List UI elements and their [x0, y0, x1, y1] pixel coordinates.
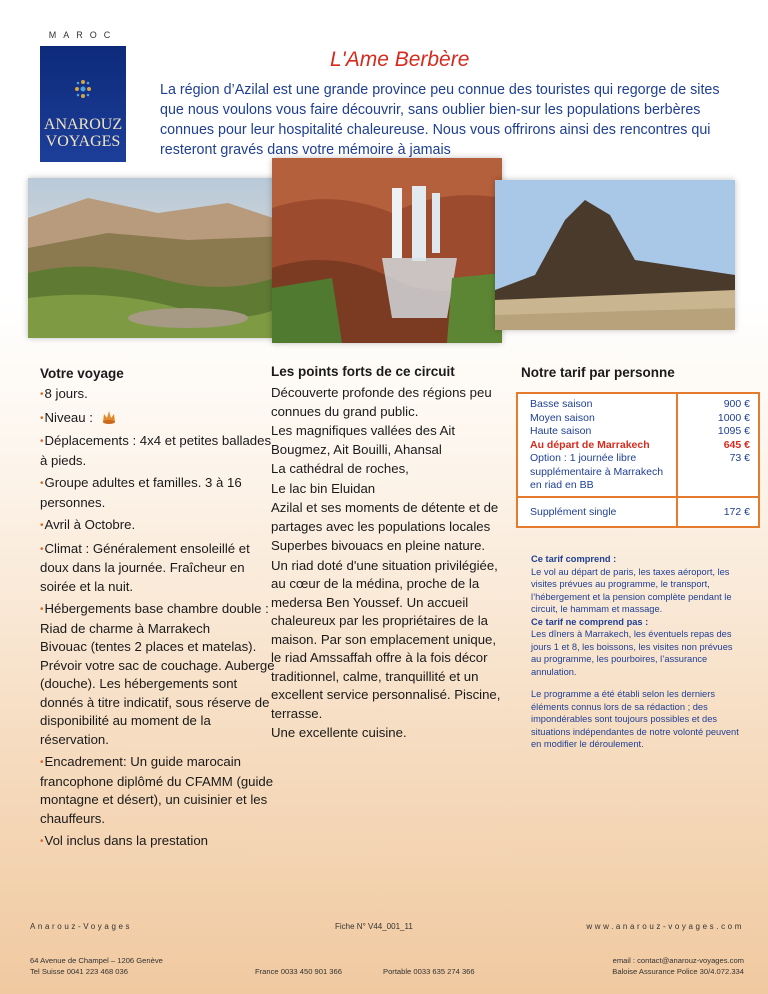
logo-ornament-icon [68, 74, 98, 104]
page-title: L'Ame Berbère [330, 48, 470, 71]
logo-brand-line2: VOYAGES [45, 133, 121, 150]
tarif-divider-vertical [676, 394, 678, 526]
highlight-item: La cathédral de roches, [271, 461, 409, 476]
footer-email[interactable]: email : contact@anarouz-voyages.com [612, 956, 744, 965]
footer-fiche: Fiche N° V44_001_11 [335, 922, 413, 931]
tarif-heading: Notre tarif par personne [521, 365, 675, 380]
tarif-divider [518, 496, 758, 498]
voyage-item: •8 jours. [40, 386, 88, 401]
highlight-item: Un riad doté d'une situation privilégiée, au cœur de la médina, proche de la medersa Ben Youssef. Un accueil chaleureux par les propriétaires de la maison. Par son emplacement unique, le riad Amssaffah offre à la fois décor traditionnel, calme, tranquillité et un excellent service personnalisé. Piscine, terrasse. [271, 557, 501, 721]
voyage-item: •Vol inclus dans la prestation [40, 833, 208, 848]
highlight-item: Azilal et ses moments de détente et de partages avec les populations locales [271, 500, 499, 534]
voyage-item: •Groupe adultes et familles. 3 à 16 personnes. [40, 475, 242, 510]
highlight-item: Le lac bin Eluidan [271, 480, 376, 496]
voyage-item: Bivouac (tentes 2 places et matelas). Prévoir votre sac de couchage. Auberge (douche). Les hébergements sont donnés à titre indicatif, sous réserve de disponibilité au moment de la réservation. [40, 639, 275, 747]
footer-website[interactable]: www.anarouz-voyages.com [586, 922, 744, 931]
voyage-item: •Déplacements : 4x4 et petites ballades à pieds. [40, 433, 272, 468]
footer-address: 64 Avenue de Champel – 1206 Genève [30, 956, 163, 965]
highlight-item: Découverte profonde des régions peu connues du grand public. [271, 385, 492, 419]
footer-company: Anarouz-Voyages [30, 922, 133, 931]
voyage-details [40, 385, 280, 856]
difficulty-level-icon [101, 410, 117, 424]
disclaimer-text: Le programme a été établi selon les derniers éléments connus lors de sa rédaction ; des impondérables sont toujours possibles et des situations indépendantes de notre volonté peuvent en modifier le déroulement. [531, 689, 739, 749]
voyage-item: •Avril à Octobre. [40, 517, 136, 532]
excludes-title: Ce tarif ne comprend pas : [531, 616, 649, 627]
tarif-table: Basse saison 900 € Moyen saison 1000 € Haute saison 1095 € Au départ de Marrakech 645 € Option : 1 journée libre supplémentaire à Marrakech en riad en BB 73 € Supplément single 172 € [516, 392, 760, 528]
logo-country: MAROC [48, 30, 118, 40]
highlights-heading: Les points forts de ce circuit [271, 364, 455, 379]
highlight-item: Superbes bivouacs en pleine nature. [271, 538, 486, 553]
landscape-photo-mountain [495, 180, 735, 330]
brand-logo [40, 30, 126, 158]
intro-paragraph: La région d’Azilal est une grande province peu connue des touristes qui regorge de sites que nous voulons vous faire découvrir, sans oublier bien-sur les populations berbères connues pour leur hospitalité chaleureuse. Nous vous offrirons ainsi des rencontres qui resteront gravés dans votre mémoire à jamais [160, 82, 720, 158]
page-footer [0, 920, 768, 994]
photo-strip [0, 150, 768, 350]
footer-tel-suisse: Tel Suisse 0041 223 468 036 [30, 967, 128, 976]
tarif-notes [531, 553, 741, 751]
voyage-item: •Niveau : [40, 409, 280, 429]
includes-text: Le vol au départ de paris, les taxes aéroport, les visites prévues au programme, le transport, l’hébergement et la pension complète pendant le circuit, le hammam et massage. [531, 566, 732, 614]
voyage-heading: Votre voyage [40, 366, 124, 381]
footer-portable: Portable 0033 635 274 366 [383, 967, 475, 976]
logo-brand-line1: ANAROUZ [43, 116, 123, 133]
voyage-item: •Encadrement: Un guide marocain francophone diplômé du CFAMM (guide montagne et désert), un cuisinier et les chauffeurs. [40, 754, 274, 826]
highlight-item: Les magnifiques vallées des Ait Bougmez, Ait Bouilli, Ahansal [271, 423, 455, 457]
voyage-item: •Climat : Généralement ensoleillé et doux dans la journée. Fraîcheur en soirée et la nuit. [40, 540, 250, 594]
includes-title: Ce tarif comprend : [531, 554, 617, 564]
highlights-list [271, 384, 503, 744]
excludes-text: Les dîners à Marrakech, les éventuels repas des jours 1 et 8, les boissons, les visites non prévues au programme, les pourboires, l’assurance annulation. [531, 629, 733, 677]
landscape-photo-valley [28, 178, 288, 338]
voyage-item: •Hébergements base chambre double : Riad de charme à Marrakech [40, 601, 269, 636]
highlight-item: Une excellente cuisine. [271, 725, 407, 740]
footer-assurance: Baloise Assurance Police 30/4.072.334 [612, 967, 744, 976]
logo-block [40, 46, 126, 162]
footer-tel-france: France 0033 450 901 366 [255, 967, 342, 976]
landscape-photo-waterfall [272, 158, 502, 343]
